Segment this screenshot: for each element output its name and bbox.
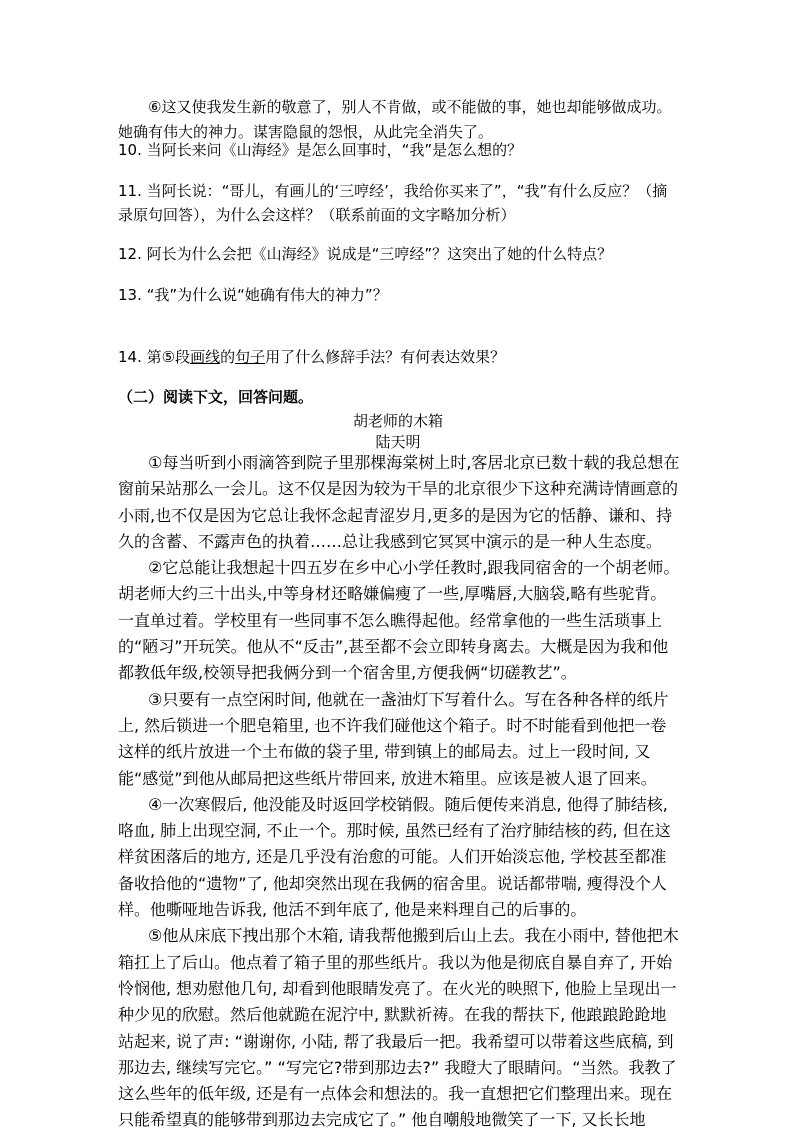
article-paragraph-3: ③只要有一点空闲时间, 他就在一盏油灯下写着什么。写在各种各样的纸片上, 然后锁进一个肥皂箱里, 也不许我们碰他这个箱子。时不时能看到他把一卷这样的纸片放进一个土布做的袋子里, 带到镇上的邮局去。过上一段时间, 又能“感觉”到他从邮局把这些纸片带回来, 放进木箱里。应该是被人退了回来。 <box>118 689 669 788</box>
article-paragraph-5: ⑤他从床底下拽出那个木箱, 请我帮他搬到后山上去。我在小雨中, 替他把木箱扛上了后山。他点着了箱子里的那些纸片。我以为他是彻底自暴自弃了, 开始怜悯他, 想劝慰他几句, 却看到他眼睛发亮了。在火光的映照下, 他脸上呈现出一种少见的欣慰。然后他就跪在泥泞中, 默默祈祷。在我的帮扶下, 他踉踉跄跄地站起来, 说了声: “谢谢你, 小陆, 帮了我最后一把。我希望可以带着这些底稿, 到那边去, 继续写完它。” “写完它?带到那边去?” 我瞪大了眼睛问。“当然。我教了这么些年的低年级, 还是有一点体会和想法的。我一直想把它们整理出来。现在只能希望真的能够带到那边去完成它了。” 他自嘲般地微笑了一下, 又长长地 <box>118 926 679 1130</box>
question-12: 12. 阿长为什么会把《山海经》说成是“三哼经”？这突出了她的什么特点？ <box>118 245 613 263</box>
article-title: 胡老师的木箱 <box>352 412 443 430</box>
question-14-mid: 的 <box>220 348 236 366</box>
question-10: 10. 当阿长来问《山海经》是怎么回事时，“我”是怎么想的？ <box>118 141 523 159</box>
question-11: 11. 当阿长说：“哥儿，有画儿的‘三哼经’，我给你买来了”，“我”有什么反应？（摘录原句回答），为什么会这样？（联系前面的文字略加分析） <box>118 182 668 224</box>
intro-paragraph: ⑥这又使我发生新的敬意了，别人不肯做，或不能做的事，她也却能够做成功。她确有伟大的神力。谋害隐鼠的怨恨，从此完全消失了。 <box>118 98 672 141</box>
question-14-before: 14. 第⑤段 <box>118 348 191 366</box>
article-paragraph-4: ④一次寒假后, 他没能及时返回学校销假。随后便传来消息, 他得了肺结核, 咯血, 肺上出现空洞, 不止一个。那时候, 虽然已经有了治疗肺结核的药, 但在这样贫困落后的地方, 还是几乎没有治愈的可能。人们开始淡忘他, 学校甚至都准备收拾他的“遗物”了, 他却突然出现在我俩的宿舍里。说话都带喘, 瘦得没个人样。他嘶哑地告诉我, 他活不到年底了, 他是来料理自己的后事的。 <box>118 794 671 920</box>
question-13: 13. “我”为什么说“她确有伟大的神力”？ <box>118 286 388 304</box>
article-body <box>118 450 680 1134</box>
section-2-heading: （二）阅读下文，回答问题。 <box>118 388 314 406</box>
question-14-underline-2: 句子 <box>235 348 266 366</box>
question-14-after: 用了什么修辞手法？有何表达效果？ <box>265 348 506 366</box>
article-author: 陆天明 <box>375 433 421 451</box>
article-paragraph-2: ②它总能让我想起十四五岁在乡中心小学任教时,跟我同宿舍的一个胡老师。胡老师大约三十出头,中等身材还略嫌偏瘦了一些,厚嘴唇,大脑袋,略有些驼背。一直单过着。学校里有一些同事不怎么瞧得起他。经常拿他的一些生活琐事上的“陋习”开玩笑。他从不“反击”,甚至都不会立即转身离去。大概是因为我和他都教低年级,校领导把我俩分到一个宿舍里,方便我俩“切磋教艺”。 <box>118 558 680 683</box>
question-14-underline-1: 画线 <box>190 348 221 366</box>
question-14 <box>118 345 678 369</box>
article-paragraph-1: ①每当听到小雨滴答到院子里那棵海棠树上时,客居北京已数十载的我总想在窗前呆站那么一会儿。这不仅是因为较为干旱的北京很少下这种充满诗情画意的小雨,也不仅是因为它总让我怀念起青涩岁月,更多的是因为它的恬静、谦和、持久的含蓄、不露声色的执着……总让我感到它冥冥中演示的是一种人生态度。 <box>118 453 680 551</box>
